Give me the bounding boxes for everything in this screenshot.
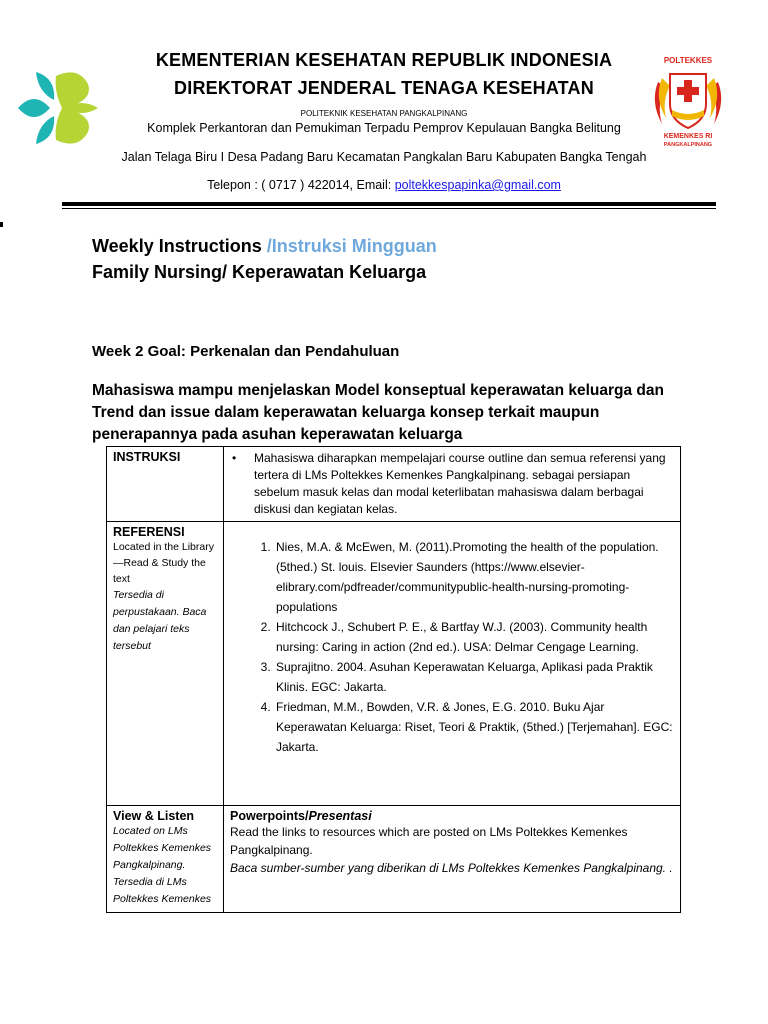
referensi-label: REFERENSI bbox=[113, 525, 185, 539]
contact-line bbox=[100, 178, 668, 192]
view-listen-label: View & Listen bbox=[113, 809, 195, 823]
powerpoints-title: Powerpoints/Presentasi bbox=[230, 809, 372, 823]
instruksi-text: Mahasiswa diharapkan mempelajari course outline dan semua referensi yang tertera di LMs Poltekkes Kemenkes Pangkalpinang. sebagai persiapan sebelum masuk kelas dan modal keterlibatan mahasiswa dalam berbagai diskusi dan kegiatan kelas. bbox=[254, 451, 666, 516]
institution-name: POLITEKNIK KESEHATAN PANGKALPINANG bbox=[300, 109, 468, 118]
emblem-bottom-text-1: KEMENKES RI bbox=[663, 133, 713, 140]
table-row bbox=[107, 522, 681, 806]
view-listen-location: Located on LMs Poltekkes Kemenkes Pangkalpinang. Tersedia di LMs Poltekkes Kemenkes bbox=[113, 825, 212, 905]
ministry-title: KEMENTERIAN KESEHATAN REPUBLIK INDONESIA bbox=[155, 50, 613, 70]
weekly-title-main: Weekly Instructions bbox=[92, 236, 267, 256]
list-item: 3. Suprajitno. 2004. Asuhan Keperawatan Keluarga, Aplikasi pada Praktik Klinis. EGC: Jakarta. bbox=[274, 657, 674, 697]
list-item bbox=[230, 450, 674, 518]
referensi-label-cell bbox=[107, 522, 224, 806]
email-link[interactable]: poltekkespapinka@gmail.com bbox=[394, 178, 561, 192]
header-divider-thick bbox=[62, 202, 716, 206]
instruksi-label: INSTRUKSI bbox=[113, 450, 181, 464]
address-line-1: Komplek Perkantoran dan Pemukiman Terpadu Pemprov Kepulauan Bangka Belitung bbox=[147, 121, 621, 135]
header-divider-thin bbox=[62, 208, 716, 209]
phone-label: Telepon : ( 0717 ) 422014, Email: bbox=[207, 178, 395, 192]
table-row bbox=[107, 447, 681, 522]
bullet: • bbox=[232, 451, 237, 465]
week-goal: Week 2 Goal: Perkenalan dan Pendahuluan bbox=[92, 343, 400, 360]
list-item: 4. Friedman, M.M., Bowden, V.R. & Jones, E.G. 2010. Buku Ajar Keperawatan Keluarga: Riset, Teori & Praktik, (5thed.) [Terjemahan]. EGC: Jakarta. bbox=[274, 697, 674, 757]
referensi-location: Located in the Library—Read & Study the text bbox=[113, 541, 214, 585]
instruction-table bbox=[106, 446, 681, 913]
view-listen-text: Read the links to resources which are posted on LMs Poltekkes Kemenkes Pangkalpinang. bbox=[230, 825, 628, 857]
reference-list bbox=[230, 537, 674, 757]
instruksi-content-cell bbox=[224, 447, 681, 522]
learning-objective: Mahasiswa mampu menjelaskan Model konseptual keperawatan keluarga dan Trend dan issue dalam keperawatan keluarga konsep terkait maupun penerapannya pada asuhan keperawatan keluarga bbox=[92, 382, 664, 443]
weekly-instructions-title bbox=[92, 236, 437, 257]
directorate-title: DIREKTORAT JENDERAL TENAGA KESEHATAN bbox=[174, 78, 594, 98]
view-listen-content-cell bbox=[224, 806, 681, 913]
instruksi-label-cell bbox=[107, 447, 224, 522]
address-line-2: Jalan Telaga Biru I Desa Padang Baru Kecamatan Pangkalan Baru Kabupaten Bangka Tengah bbox=[121, 150, 647, 164]
course-title: Family Nursing/ Keperawatan Keluarga bbox=[92, 262, 427, 282]
table-row bbox=[107, 806, 681, 913]
margin-mark bbox=[0, 222, 3, 227]
referensi-content-cell bbox=[224, 522, 681, 806]
list-item: 2. Hitchcock J., Schubert P. E., & Bartfay W.J. (2003). Community health nursing: Caring in action (2nd ed.). USA: Delmar Cengage Learning. bbox=[274, 617, 674, 657]
view-listen-label-cell bbox=[107, 806, 224, 913]
emblem-bottom-text-2: PANGKALPINANG bbox=[663, 142, 713, 148]
list-item: 1. Nies, M.A. & McEwen, M. (2011).Promoting the health of the population. (5thed.) St. louis. Elsevier Saunders (https://www.elsevier-elibrary.com/pdfreader/communitypublic-health-nursing-promoting-populations bbox=[274, 537, 674, 617]
weekly-title-sub: /Instruksi Mingguan bbox=[266, 236, 437, 256]
kemenkes-logo-icon bbox=[16, 68, 100, 148]
referensi-location-id: Tersedia di perpustakaan. Baca dan pelajari teks tersebut bbox=[113, 589, 207, 652]
view-listen-text-id: Baca sumber-sumber yang diberikan di LMs Poltekkes Kemenkes Pangkalpinang. . bbox=[230, 861, 673, 875]
emblem-top-text: POLTEKKES bbox=[663, 56, 713, 65]
